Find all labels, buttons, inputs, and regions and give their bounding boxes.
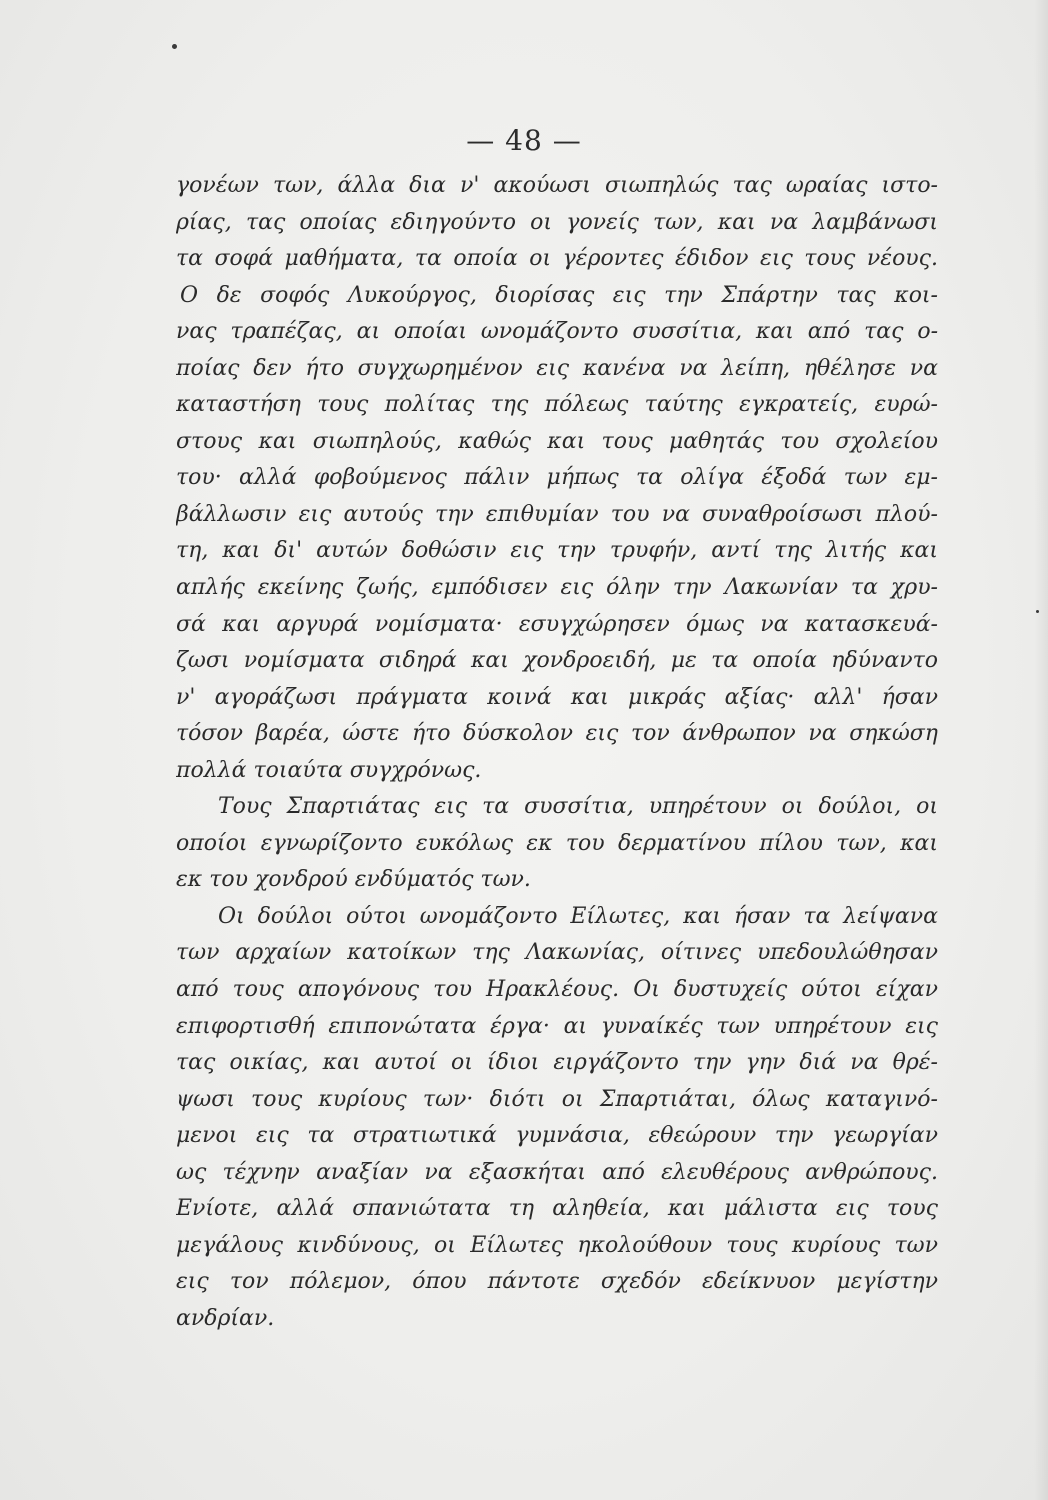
ink-speck (1036, 610, 1039, 613)
text-line: τόσον βαρέα, ώστε ήτο δύσκολον εις τον άνθρωπον να σηκώση (176, 721, 938, 747)
text-line: Οι δούλοι ούτοι ωνομάζοντο Είλωτες, και ήσαν τα λείψανα (218, 903, 938, 929)
text-line: πολλά τοιαύτα συγχρόνως. (176, 757, 482, 783)
page-edge-shadow (1034, 0, 1048, 1500)
text-line: επιφορτισθή επιπονώτατα έργα· αι γυναίκές των υπηρέτουν εις (176, 1013, 938, 1039)
text-line: ποίας δεν ήτο συγχωρημένον εις κανένα να λείπη, ηθέλησε να (176, 355, 938, 381)
text-line: βάλλωσιν εις αυτούς την επιθυμίαν του να συναθροίσωσι πλού- (176, 501, 938, 527)
text-line: τας οικίας, και αυτοί οι ίδιοι ειργάζοντο την γην διά να θρέ- (176, 1050, 938, 1076)
text-line: από τους απογόνους του Ηρακλέους. Οι δυστυχείς ούτοι είχαν (176, 977, 938, 1003)
text-line: ρίας, τας οποίας εδιηγούντο οι γονείς των, και να λαμβάνωσι (176, 209, 938, 235)
text-line: απλής εκείνης ζωής, εμπόδισεν εις όλην την Λακωνίαν τα χρυ- (176, 575, 938, 601)
page-number: — 48 — (466, 124, 582, 157)
text-line: εκ του χονδρού ενδύματός των. (176, 867, 531, 893)
text-line: νας τραπέζας, αι οποίαι ωνομάζοντο συσσίτια, και από τας ο- (176, 319, 938, 345)
text-line: ψωσι τους κυρίους των· διότι οι Σπαρτιάται, όλως καταγινό- (176, 1086, 938, 1112)
body-text (176, 168, 938, 1338)
text-line: σά και αργυρά νομίσματα· εσυγχώρησεν όμως να κατασκευά- (176, 611, 938, 637)
text-line: μενοι εις τα στρατιωτικά γυμνάσια, εθεώρουν την γεωργίαν (176, 1123, 938, 1149)
text-line: ως τέχνην αναξίαν να εξασκήται από ελευθέρους ανθρώπους. (176, 1159, 938, 1185)
ink-speck (172, 44, 177, 49)
text-line: του· αλλά φοβούμενος πάλιν μήπως τα ολίγα έξοδά των εμ- (176, 465, 938, 491)
text-line: καταστήση τους πολίτας της πόλεως ταύτης εγκρατείς, ευρώ- (176, 392, 938, 418)
text-line: οποίοι εγνωρίζοντο ευκόλως εκ του δερματίνου πίλου των, και (176, 830, 938, 856)
text-line: των αρχαίων κατοίκων της Λακωνίας, οίτινες υπεδουλώθησαν (176, 940, 938, 966)
text-line: Ο δε σοφός Λυκούργος, διορίσας εις την Σπάρτην τας κοι- (180, 282, 938, 308)
text-line: Τους Σπαρτιάτας εις τα συσσίτια, υπηρέτουν οι δούλοι, οι (218, 794, 938, 820)
text-line: στους και σιωπηλούς, καθώς και τους μαθητάς του σχολείου (176, 428, 938, 454)
text-line: εις τον πόλεμον, όπου πάντοτε σχεδόν εδείκνυον μεγίστην (176, 1269, 938, 1295)
text-line: ν' αγοράζωσι πράγματα κοινά και μικράς αξίας· αλλ' ήσαν (176, 684, 938, 710)
text-line: γονέων των, άλλα δια ν' ακούωσι σιωπηλώς τας ωραίας ιστο- (176, 173, 938, 198)
text-line: Ενίοτε, αλλά σπανιώτατα τη αληθεία, και μάλιστα εις τους (176, 1196, 938, 1222)
text-line: μεγάλους κινδύνους, οι Είλωτες ηκολούθουν τους κυρίους των (176, 1232, 938, 1258)
text-line: τα σοφά μαθήματα, τα οποία οι γέροντες έδιδον εις τους νέους. (176, 246, 938, 272)
text-line: ανδρίαν. (176, 1305, 275, 1331)
text-line: ζωσι νομίσματα σιδηρά και χονδροειδή, με τα οποία ηδύναντο (176, 648, 938, 674)
text-line: τη, και δι' αυτών δοθώσιν εις την τρυφήν, αντί της λιτής και (176, 538, 938, 564)
